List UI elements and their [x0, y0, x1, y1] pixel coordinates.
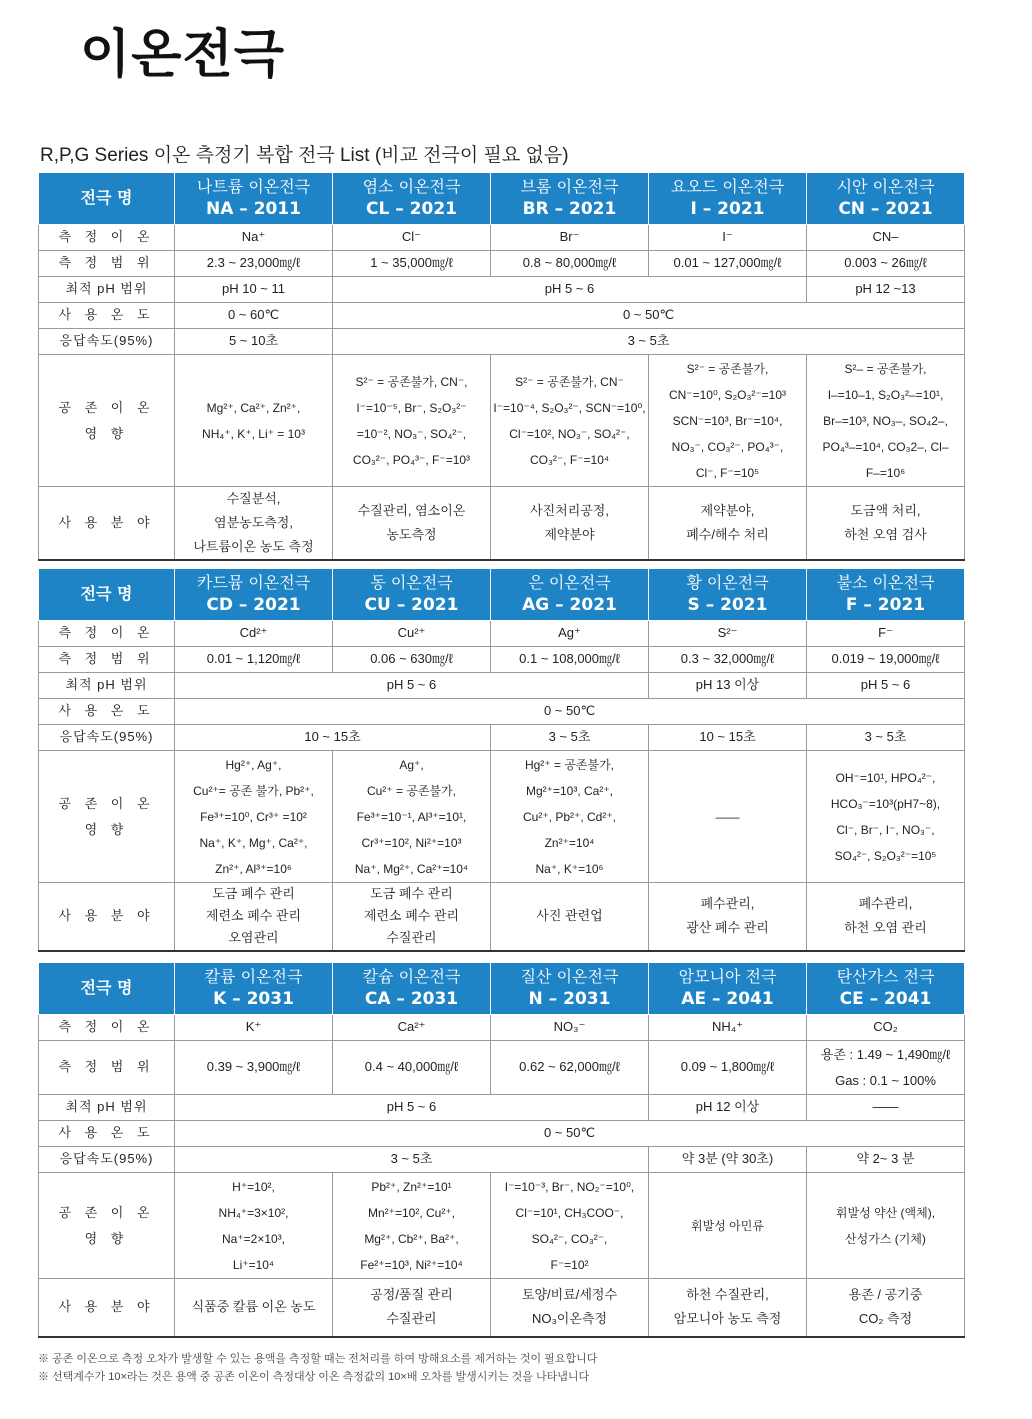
row-label: 응답속도(95%): [39, 329, 175, 355]
cell: 휘발성 약산 (액체), 산성가스 (기체): [807, 1173, 965, 1279]
row-label: 측 정 이 온: [39, 225, 175, 251]
electrode-header: 칼슘 이온전극 CA – 2031: [333, 963, 491, 1015]
cell: F⁻: [807, 621, 965, 647]
cell: 공정/품질 관리 수질관리: [333, 1279, 491, 1337]
electrode-header: 요오드 이온전극 I – 2021: [649, 173, 807, 225]
cell: 사진처리공정, 제약분야: [491, 487, 649, 561]
cell: Br⁻: [491, 225, 649, 251]
cell: 휘발성 아민류: [649, 1173, 807, 1279]
row-label: 사 용 온 도: [39, 699, 175, 725]
range-row: [39, 1041, 965, 1095]
cell: pH 12 ~13: [807, 277, 965, 303]
response-row: [39, 725, 965, 751]
electrode-header: 브롬 이온전극 BR – 2021: [491, 173, 649, 225]
cell: S²⁻ = 공존불가, CN⁻ I⁻=10⁻⁴, S₂O₃²⁻, SCN⁻=10⁰, Cl⁻=10², NO₃⁻, SO₄²⁻, CO₃²⁻, F⁻=10⁴: [491, 355, 649, 487]
cell: Ca²⁺: [333, 1015, 491, 1041]
electrode-header: 카드뮴 이온전극 CD – 2021: [175, 569, 333, 621]
cell: S²– = 공존불가, I–=10–1, S₂O₃²–=10¹, Br–=10³, NO₃–, SO₄2–, PO₄³–=10⁴, CO₃2–, Cl– F–=10⁶: [807, 355, 965, 487]
use-row: [39, 487, 965, 561]
electrode-label: 전극 명: [39, 569, 175, 621]
cell: pH 5 ~ 6: [333, 277, 807, 303]
cell: Ag⁺: [491, 621, 649, 647]
cell: 폐수관리, 광산 폐수 관리: [649, 883, 807, 951]
cell: 0.09 ~ 1,800㎎/ℓ: [649, 1041, 807, 1095]
cell: 0.01 ~ 1,120㎎/ℓ: [175, 647, 333, 673]
cell: 하천 수질관리, 암모니아 농도 측정: [649, 1279, 807, 1337]
page-title: 이온전극: [80, 25, 285, 85]
electrode-table-1: [38, 172, 965, 561]
cell: Hg²⁺ = 공존불가, Mg²⁺=10³, Ca²⁺, Cu²⁺, Pb²⁺, Cd²⁺, Zn²⁺=10⁴ Na⁺, K⁺=10⁶: [491, 751, 649, 883]
cell: ——: [807, 1095, 965, 1121]
cell: 0 ~ 50℃: [333, 303, 965, 329]
cell: 3 ~ 5초: [333, 329, 965, 355]
cell: 식품중 칼륨 이온 농도: [175, 1279, 333, 1337]
cell: pH 13 이상: [649, 673, 807, 699]
electrode-header: 염소 이온전극 CL – 2021: [333, 173, 491, 225]
cell: 0.4 ~ 40,000㎎/ℓ: [333, 1041, 491, 1095]
cell: 2.3 ~ 23,000㎎/ℓ: [175, 251, 333, 277]
cell: 0.003 ~ 26㎎/ℓ: [807, 251, 965, 277]
cell: H⁺=10², NH₄⁺=3×10², Na⁺=2×10³, Li⁺=10⁴: [175, 1173, 333, 1279]
footnotes: [38, 1350, 597, 1386]
row-label: 응답속도(95%): [39, 1147, 175, 1173]
cell: 0.8 ~ 80,000㎎/ℓ: [491, 251, 649, 277]
cell: 제약분야, 폐수/해수 처리: [649, 487, 807, 561]
cell: 용존 : 1.49 ~ 1,490㎎/ℓ Gas : 0.1 ~ 100%: [807, 1041, 965, 1095]
ph-row: [39, 277, 965, 303]
response-row: [39, 1147, 965, 1173]
temp-row: [39, 1121, 965, 1147]
cell: 3 ~ 5초: [807, 725, 965, 751]
electrode-header: 탄산가스 전극 CE – 2041: [807, 963, 965, 1015]
cell: pH 12 이상: [649, 1095, 807, 1121]
cell: 0 ~ 60℃: [175, 303, 333, 329]
row-label: 공 존 이 온 영 향: [39, 1173, 175, 1279]
cell: 0.62 ~ 62,000㎎/ℓ: [491, 1041, 649, 1095]
cell: 0.01 ~ 127,000㎎/ℓ: [649, 251, 807, 277]
temp-row: [39, 699, 965, 725]
row-label: 최적 pH 범위: [39, 277, 175, 303]
cell: 10 ~ 15초: [175, 725, 491, 751]
electrode-header: 은 이온전극 AG – 2021: [491, 569, 649, 621]
row-label: 사 용 분 야: [39, 883, 175, 951]
electrode-label: 전극 명: [39, 963, 175, 1015]
row-label: 측 정 이 온: [39, 1015, 175, 1041]
ion-row: [39, 1015, 965, 1041]
cell: NH₄⁺: [649, 1015, 807, 1041]
cell: pH 5 ~ 6: [807, 673, 965, 699]
interference-row: [39, 751, 965, 883]
cell: 5 ~ 10초: [175, 329, 333, 355]
ph-row: [39, 1095, 965, 1121]
cell: S²⁻ = 공존불가, CN⁻=10⁰, S₂O₃²⁻=10³ SCN⁻=10³, Br⁻=10⁴, NO₃⁻, CO₃²⁻, PO₄³⁻, Cl⁻, F⁻=10⁵: [649, 355, 807, 487]
cell: S²⁻ = 공존불가, CN⁻, I⁻=10⁻⁵, Br⁻, S₂O₃²⁻ =10⁻², NO₃⁻, SO₄²⁻, CO₃²⁻, PO₄³⁻, F⁻=10³: [333, 355, 491, 487]
ph-row: [39, 673, 965, 699]
cell: 0.019 ~ 19,000㎎/ℓ: [807, 647, 965, 673]
cell: 도금액 처리, 하천 오염 검사: [807, 487, 965, 561]
cell: pH 5 ~ 6: [175, 673, 649, 699]
cell: 용존 / 공기중 CO₂ 측정: [807, 1279, 965, 1337]
cell: 사진 관련업: [491, 883, 649, 951]
row-label: 공 존 이 온 영 향: [39, 355, 175, 487]
electrode-header: 질산 이온전극 N – 2031: [491, 963, 649, 1015]
row-label: 측 정 범 위: [39, 647, 175, 673]
cell: 0 ~ 50℃: [175, 1121, 965, 1147]
cell: I⁻=10⁻³, Br⁻, NO₂⁻=10⁰, Cl⁻=10¹, CH₃COO⁻, SO₄²⁻, CO₃²⁻, F⁻=10²: [491, 1173, 649, 1279]
row-label: 사 용 온 도: [39, 303, 175, 329]
electrode-header: 동 이온전극 CU – 2021: [333, 569, 491, 621]
row-label: 측 정 범 위: [39, 1041, 175, 1095]
row-label: 사 용 분 야: [39, 487, 175, 561]
interference-row: [39, 1173, 965, 1279]
cell: pH 5 ~ 6: [175, 1095, 649, 1121]
cell: 약 2~ 3 분: [807, 1147, 965, 1173]
electrode-table-3: [38, 962, 965, 1338]
cell: S²⁻: [649, 621, 807, 647]
range-row: [39, 251, 965, 277]
electrode-header: 나트륨 이온전극 NA – 2011: [175, 173, 333, 225]
cell: 0.06 ~ 630㎎/ℓ: [333, 647, 491, 673]
interference-row: [39, 355, 965, 487]
cell: 폐수관리, 하천 오염 관리: [807, 883, 965, 951]
cell: 도금 폐수 관리 제련소 폐수 관리 오염관리: [175, 883, 333, 951]
electrode-header: 칼륨 이온전극 K – 2031: [175, 963, 333, 1015]
cell: ——: [649, 751, 807, 883]
cell: 토양/비료/세정수 NO₃이온측정: [491, 1279, 649, 1337]
cell: Mg²⁺, Ca²⁺, Zn²⁺, NH₄⁺, K⁺, Li⁺ = 10³: [175, 355, 333, 487]
cell: Ag⁺, Cu²⁺ = 공존불가, Fe³⁺=10⁻¹, Al³⁺=10¹, Cr³⁺=10², Ni²⁺=10³ Na⁺, Mg²⁺, Ca²⁺=10⁴: [333, 751, 491, 883]
response-row: [39, 329, 965, 355]
row-label: 응답속도(95%): [39, 725, 175, 751]
header-row: [39, 173, 965, 225]
cell: 3 ~ 5초: [491, 725, 649, 751]
electrode-header: 시안 이온전극 CN – 2021: [807, 173, 965, 225]
electrode-label: 전극 명: [39, 173, 175, 225]
cell: 수질분석, 염분농도측정, 나트륨이온 농도 측정: [175, 487, 333, 561]
ion-row: [39, 225, 965, 251]
header-row: [39, 569, 965, 621]
cell: Pb²⁺, Zn²⁺=10¹ Mn²⁺=10², Cu²⁺, Mg²⁺, Cb²⁺, Ba²⁺, Fe²⁺=10³, Ni²⁺=10⁴: [333, 1173, 491, 1279]
cell: K⁺: [175, 1015, 333, 1041]
cell: 0.3 ~ 32,000㎎/ℓ: [649, 647, 807, 673]
cell: OH⁻=10¹, HPO₄²⁻, HCO₃⁻=10³(pH7~8), Cl⁻, Br⁻, I⁻, NO₃⁻, SO₄²⁻, S₂O₃²⁻=10⁵: [807, 751, 965, 883]
cell: CN–: [807, 225, 965, 251]
cell: 0.1 ~ 108,000㎎/ℓ: [491, 647, 649, 673]
cell: CO₂: [807, 1015, 965, 1041]
electrode-header: 불소 이온전극 F – 2021: [807, 569, 965, 621]
cell: 0 ~ 50℃: [175, 699, 965, 725]
cell: Cd²⁺: [175, 621, 333, 647]
footnote: ※ 선택계수가 10×라는 것은 용액 중 공존 이온이 측정대상 이온 측정값의 10×배 오차를 발생시키는 것을 나타냅니다: [38, 1371, 590, 1383]
use-row: [39, 1279, 965, 1337]
cell: Na⁺: [175, 225, 333, 251]
row-label: 사 용 온 도: [39, 1121, 175, 1147]
cell: 10 ~ 15초: [649, 725, 807, 751]
electrode-header: 황 이온전극 S – 2021: [649, 569, 807, 621]
cell: Cu²⁺: [333, 621, 491, 647]
header-row: [39, 963, 965, 1015]
cell: 수질관리, 염소이온 농도측정: [333, 487, 491, 561]
row-label: 사 용 분 야: [39, 1279, 175, 1337]
cell: NO₃⁻: [491, 1015, 649, 1041]
row-label: 측 정 이 온: [39, 621, 175, 647]
temp-row: [39, 303, 965, 329]
cell: pH 10 ~ 11: [175, 277, 333, 303]
cell: 도금 폐수 관리 제련소 폐수 관리 수질관리: [333, 883, 491, 951]
cell: 0.39 ~ 3,900㎎/ℓ: [175, 1041, 333, 1095]
cell: I⁻: [649, 225, 807, 251]
row-label: 최적 pH 범위: [39, 1095, 175, 1121]
row-label: 공 존 이 온 영 향: [39, 751, 175, 883]
cell: 3 ~ 5초: [175, 1147, 649, 1173]
cell: Hg²⁺, Ag⁺, Cu²⁺= 공존 불가, Pb²⁺, Fe³⁺=10⁰, Cr³⁺ =10² Na⁺, K⁺, Mg⁺, Ca²⁺, Zn²⁺, Al³⁺=10⁶: [175, 751, 333, 883]
range-row: [39, 647, 965, 673]
cell: Cl⁻: [333, 225, 491, 251]
row-label: 측 정 범 위: [39, 251, 175, 277]
use-row: [39, 883, 965, 951]
cell: 약 3분 (약 30초): [649, 1147, 807, 1173]
cell: 1 ~ 35,000㎎/ℓ: [333, 251, 491, 277]
subtitle: R,P,G Series 이온 측정기 복합 전극 List (비교 전극이 필요 없음): [40, 145, 569, 166]
footnote: ※ 공존 이온으로 측정 오차가 발생할 수 있는 용액을 측정할 때는 전처리를 하여 방해요소를 제거하는 것이 필요합니다: [38, 1353, 598, 1365]
row-label: 최적 pH 범위: [39, 673, 175, 699]
electrode-table-2: [38, 568, 965, 952]
ion-row: [39, 621, 965, 647]
electrode-header: 암모니아 전극 AE – 2041: [649, 963, 807, 1015]
